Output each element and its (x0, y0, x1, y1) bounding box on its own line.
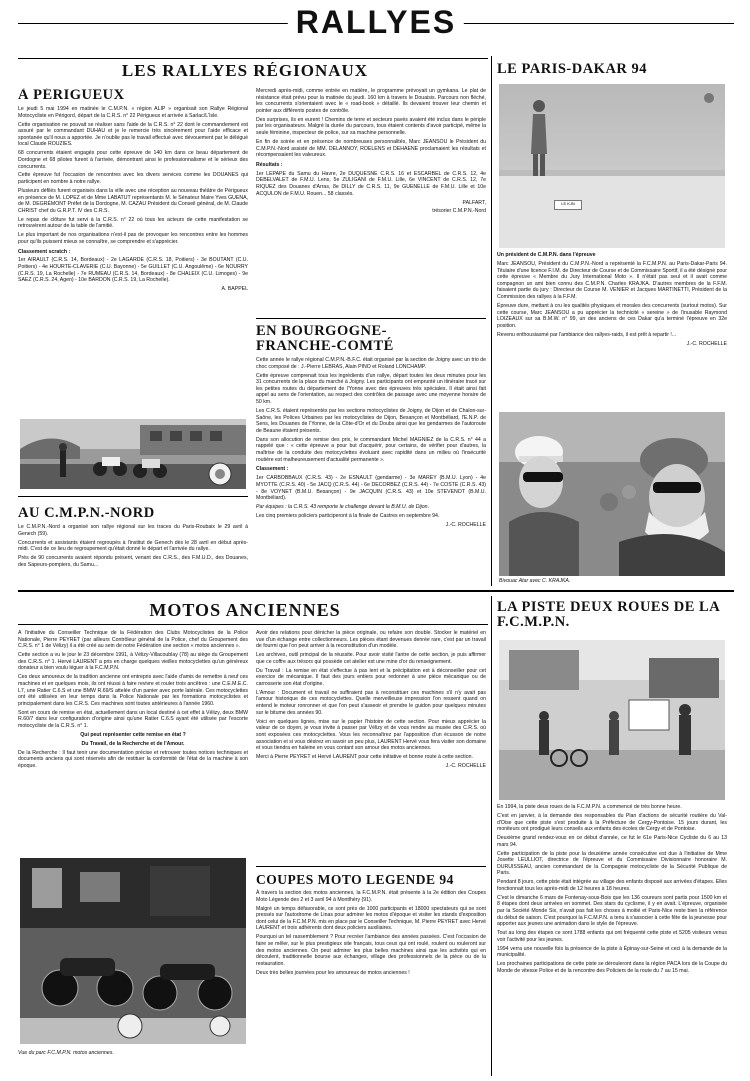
column-divider (491, 56, 492, 586)
paragraph: En fin de soirée et en présence de nombreuses personnalités, Marc JEANSOU le Président du C.M.P.N.-Nord assisté de MM. DELANNOY, ROELENS et DEHAENE proclamaient les résultats et récompensaient les valeureux. (256, 138, 486, 159)
paragraph: Sont en cours de remise en état, actuellement dans un local destiné à cet effet à Vélizy, deux BMW R.60/7 dans leur configuration d'origine ainsi qu'une Ratier C.6.S ayant été utilisée par l'escorte motocycliste de la C.R.S. n° 1. (18, 709, 248, 730)
paragraph: Cette épreuve comprenait tous les ingrédients d'un rallye, départ toutes les deux minutes pour les 31 concurrents de la place du marché à Joigny. Les participants ont emprunté un itinéraire tracé sur les petites routes du département de l'Yonne avec des épreuves très spéciales. Il était ainsi fait appel au sens de l'orientation, au respect des contrôles de passage avec une moyenne horaire de 50 km. (256, 372, 486, 406)
divider (256, 866, 486, 867)
article-perigueux (18, 88, 248, 388)
article-title-paris-dakar (497, 62, 734, 84)
divider (256, 318, 486, 319)
paragraph: Du Travail : La remise en état s'effectue à pas lent et la précipitation est à déconseiller pour cet exercice de mécanique. Il faut des jours entiers pour redonner à une pièce mécanique ou de carrosserie son état d'origine. (256, 667, 486, 687)
paragraph: C'est le dimanche 6 mars de Fontenay-sous-Bois que les 136 coureurs sont partis pour 1500 km et 8 étapes dont deux arrivées en sommet. Des stars du cyclisme, il y en avait. L'épreuve, organisée par la Société Monde Six, n'avait pas fait les choses à moitié et Paris-Nice reste bien la référence du début de saison. C'est pourquoi la F.C.M.P.N. a tenu à s'associer à cette fête de la jeunesse pour apporter aux jeunes une animation dans le style de l'épreuve. (497, 894, 727, 928)
photo-piste-deux-roues (499, 640, 725, 800)
paragraph: Cette section a vu le jour le 23 décembre 1991, à Vélizy-Villacoublay (78) au siège du Groupement des C.R.S. n° 1. Hervé LAURENT a pris en charge quelques vieilles motocyclettes qu'un généreux donateur a bien voulu léguer à la F.C.M.P.N. (18, 652, 248, 672)
paragraph: Épreuve dure, mettant à cru les qualités physiques et morales des concurrents (surtout motos). Sur cette course, Marc JEANSOU a pu apprécier la technicité « sereine » de l'inusable Raymond LOIZEAUX sur sa B.M.W. n° 99, un des anciens de ces Dakar qu'a terminé l'épreuve en 32e position. (497, 302, 727, 329)
article-paris-dakar (497, 252, 727, 410)
classement-label: Classement : (256, 466, 289, 473)
paragraph: Pourquoi un tel rassemblement ? Pour recréer l'ambiance des années passées. C'est l'occasion de faire se mêler, sur le plus prestigieux site français, tous ceux qui ont roulé, roulent ou rouleront sur des motos anciennes. On peut admirer les plus belles machines ainsi que les activités qui en découlent, traditionnelle bourse aux échanges, village des professionnels de la pièce ou de la restauration. (256, 934, 486, 967)
paragraph: Voici en quelques lignes, mise sur le papier l'histoire de cette section. Pour mieux apprécier la valeur de ce doyen, je vous invite à passer par Vélizy et de vous rendre au musée des C.R.S. où sont exposées ces motocyclettes. Vous les reconnaîtrez par l'apposition d'un écusson de notre association et si vous désirez en savoir un peu plus, LAURENT Hervé vous fera visiter son domaine et vous tiendra en haleine en vous contant son amour des motos anciennes. (256, 718, 486, 752)
article-title: LA PISTE DEUX ROUES DE LA F.C.M.P.N. (497, 600, 720, 630)
paragraph: Cette organisation ne pouvait se réaliser sans l'aide de la C.R.S. n° 22 dont le commandement est assuré par le commandant DUHAU et je le remercie très sincèrement pour l'aide efficace et spontanée qu'il nous a apportée. Je n'oublie pas le travail effectué avec dévouement par le délégué local Claude ROUZIES. (18, 121, 248, 148)
paragraph: Cette participation de la piste pour la deuxième année consécutive est due à l'initiative de Mme Josette LEULLIOT, directrice de l'épreuve et du Commissaire Divisionnaire honoraire M. DURUISSEAU, ancien commandant de la Compagnie motocycliste de la Sécurité Publique de Paris. (497, 850, 727, 877)
photo-caption: Bivouac Atar avec C. KRAJKA. (499, 578, 571, 584)
article-motos-anciennes-col2 (256, 630, 486, 862)
photo-caption: Vue du parc F.C.M.P.N. motos anciennes. (18, 1050, 114, 1056)
paragraph: Cette épreuve fut l'occasion de rencontres avec les divers services comme les DOUANES qui participent en nombre à notre rallye. (18, 172, 248, 186)
article-bourgogne (256, 324, 486, 586)
paragraph: Près de 90 concurrents avaient répondu présent, venant des C.R.S., des F.M.U.D., des Douanes, des Sapeurs-pompiers, du Samu... (18, 555, 248, 568)
photo-parc-motos-anciennes (20, 858, 246, 1044)
paragraph: Deux très belles journées pour les amoureux de motos anciennes ! (256, 969, 410, 976)
article-cmpn-nord-suite (256, 88, 486, 313)
question: Qui peut représenter cette remise en état ? (80, 731, 186, 738)
photo-rallye-perigueux (20, 419, 246, 489)
paragraph: Le plus important de nos organisations n'est-il pas de provoquer les rencontres entre les hommes pour qu'ils puissent mieux se connaître, se comprendre et s'apprécier. (18, 232, 248, 245)
article-coupes-moto-legende (256, 872, 486, 1072)
section-title-regionaux: LES RALLYES RÉGIONAUX (121, 62, 369, 80)
paragraph: 68 concurrents étaient engagés pour cette épreuve de 140 km dans ce beau département de Dordogne et 68 pilotes furent à l'arrivée, démontrant ainsi le professionnalisme et le sérieux des concurrents. (18, 150, 248, 170)
paragraph: C'est en janvier, à la demande des responsables du Plan d'actions de sécurité routière du Val-d'Oise que cette piste s'est produite à la Préfecture de Cergy-Pontoise. 15 jours durant, les moniteurs ont prodigué leurs conseils aux enfants des écoles de Cergy et de Pontoise. (497, 812, 727, 833)
paragraph: En 1994, la piste deux roues de la F.C.M.P.N. a commencé de très bonne heure. (497, 804, 682, 810)
paragraph: Avoir des relations pour dénicher la pièce originale, ou refaire son double. Stocker le matériel en vue d'un échange entre collectionneurs. Les pièces étant devenues denrée rare, c'est par un travail de fourmi que l'on peut arriver à la reconstitution d'un modèle. (256, 630, 486, 650)
question-answer: Du Travail, de la Recherche et de l'Amour. (81, 740, 185, 747)
paragraph: Le repas de clôture fut servi à la C.R.S. n° 22 où tous les acteurs de cette manifestation se retrouvèrent autour de la table de l'amitié. (18, 216, 248, 230)
paragraph: Tout au long des étapes ce sont 1788 enfants qui ont fréquenté cette piste et 5205 visiteurs venus voir l'activité pour les jeunes. (497, 930, 727, 943)
paragraph: Le C.M.P.N.-Nord a organisé son rallye régional sur les traces du Paris-Roubaix le 29 avril à Genech (59). (18, 524, 248, 537)
paragraph: Ces deux amoureux de la tradition ancienne ont entrepris avec l'aide d'amis de remettre à neuf ces machines et en quelques mois, ils ont réussi à faire revivre et rouler trois ancêtres : une C.E.M.E.C. L7, une Ratier C.6.S et une BMW R.69/S attelée d'un panier avec porte latérale. Ces motocyclettes ont été utilisées en leur temps dans la Police Nationale par les formations motocyclistes et principalement dans les C.R.S. Ces machines sont toutes antérieures à l'année 1960. (18, 674, 248, 707)
photo-bivouac-atar (499, 412, 725, 576)
paragraph: Merci à Pierre PEYRET et Hervé LAURENT pour cette initiative et bonne route à cette section. (256, 754, 473, 761)
article-title: EN BOURGOGNE-FRANCHE-COMTÉ (256, 324, 394, 354)
divider (18, 496, 248, 497)
paragraph: Les archives, outil principal de la réussite. Pour avoir visité l'antre de cette section, je puis affirmer que ce coffre aux trésors qui possède cet atelier est une mine d'or du renseignement. (256, 652, 486, 665)
paragraph: Les C.R.S. étaient représentés par les sections motocyclistes de Joigny, de Dijon et de Chalon-sur-Saône, les Polices Urbaines par les motocyclistes de Dijon, Besançon et Montbéliard, l'E.N.P. de Sens, les Douanes de l'Yonne, de la Côte-d'Or et du Doubs ainsi que les gendarmes de l'autoroute de Beaune étaient présents. (256, 407, 486, 434)
article-title-piste (497, 600, 727, 636)
article-title: LE PARIS-DAKAR 94 (497, 62, 648, 77)
paragraph: De la Recherche : Il faut tenir une documentation précise et retrouver toutes notices techniques et documents anciens qui sont réservés afin de restituer la conformité de l'état de la machine à son époque. (18, 749, 248, 769)
section-title-motos-anciennes: MOTOS ANCIENNES (149, 600, 341, 620)
paragraph: L'Amour : Document et travail ne suffiraient pas à reconstituer ces machines s'il n'y avait pas l'amour historique de ces motocyclettes. Quelle merveilleuse impression l'on ressent quand on entend le moteur ronronner et que l'on peut s'asseoir et prendre le guidon pour quelques minutes sur le bitume des années 90. (256, 689, 486, 716)
signature-name: PALFART, (462, 199, 486, 206)
signature: A. BAPPEL (221, 286, 248, 293)
banner-title: RALLYES (288, 2, 464, 42)
paragraph: Mercredi après-midi, comme entrée en matière, le programme prévoyait un gymkana. Le plat de résistance était prévu pour la matinée du jeudi. 160 km à travers le Douaisis. Parcours non fléché, les concurrents s'orientaient avec le « road-book » détaillé. Ils devaient trouver leur chemin et pointer aux différents postes de contrôle. (256, 88, 486, 114)
paragraph: Les prochaines participations de cette piste se dérouleront dans la région PACA lors de la Coupe du Monde de vitesse Police et de la rencontre des Policiers de la route du 7 au 15 mai. (497, 961, 727, 974)
paragraph: Dans son allocution de remise des prix, le commandant Michel MAGNIEZ de la C.R.S. n° 44 a rappelé que : « cette épreuve a pour but d'acquérir, pour certains, de vérifier pour d'autres, la maîtrise de la conduite des motocyclettes évoluant avec rapidité dans un milieu où l'insécurité routière est malheureusement d'actualité permanente ». (256, 436, 486, 463)
signature: J.-C. ROCHELLE (686, 340, 727, 347)
article-motos-anciennes-col1 (18, 630, 248, 860)
equipes: Par équipes : la C.R.S. 43 remporte le challenge devant la B.M.U. de Dijon. (256, 504, 430, 511)
article-title: COUPES MOTO LEGENDE 94 (256, 872, 454, 887)
photo-paris-dakar (499, 84, 725, 248)
divider (18, 624, 488, 625)
paragraph: Plusieurs défilés furent organisés dans la ville avec une réception au nouveau théâtre de Périgueux en présence de M. LOPEZ et de Mme LABATUT représentants M. le Sénateur Maire Yves GUENA, de M. DEGRÉMONT Préfet de la Dordogne, M. CAZAU Président du Conseil général, de M. Claude CHRIST chef du G.R.P.T. IV des C.R.S. (18, 187, 248, 214)
divider (18, 58, 488, 59)
paragraph: Concurrents et assistants étaient regroupés à l'institut de Genech dès le 28 avril en début après-midi. C'est de ce lieu de regroupement qu'était donné le départ et l'arrivée du rallye. (18, 539, 248, 553)
signature-role: trésorier C.M.P.N.-Nord (432, 208, 486, 215)
article-piste-deux-roues (497, 804, 727, 1076)
signature: J.-C. ROCHELLE (445, 762, 486, 769)
paragraph: Malgré un temps défavorable, ce sont près de 1000 participants et 18000 spectateurs qui se sont pressés sur l'autodrome de Linas pour admirer les motos d'époque et visiter les stands d'exposition dont celui de la F.C.M.P.N. mis en place par le Conseiller Technique, M. Pierre PEYRET avec Hervé LAURENT et trois adhérents dont deux policiers auxiliaires. (256, 905, 486, 932)
photo-plate: LE KJN (554, 200, 582, 210)
rallyes-banner (18, 2, 734, 42)
paragraph: Revenu enthousiasmé par l'ambiance des rallyes-raids, il est prêt à repartir !... (497, 331, 677, 338)
paragraph: 1994 verra une nouvelle fois la présence de la piste à Épinay-sur-Seine et ceci à la demande de la municipalité. (497, 945, 727, 959)
paragraph: Le jeudi 5 mai 1994 en matinée le C.M.P.N. « région ALIP » organisait son Rallye Régional Motocycliste en Périgord, départ de la C.R.S. n° 22 Périgueux et arrivée à Sarlac/L'Isle. (18, 106, 248, 119)
paragraph: À travers la section des motos anciennes, la F.C.M.P.N. était présente à la 2e édition des Coupes Moto Légende des 2 et 3 avril 94 à Montlhéry (91). (256, 890, 486, 903)
classement-label: Classement scratch : (18, 248, 71, 255)
paragraph: Deuxième grand rendez-vous en ce début d'année, ce fut le 61e Paris-Nice Cycliste du 6 au 13 mars 94. (497, 835, 727, 848)
paragraph: À l'initiative du Conseiller Technique de la Fédération des Clubs Motocyclistes de la Police Nationale, Pierre PEYRET (par ailleurs Contrôleur général de la Police, chef du Groupement des C.R.S. n° 1 de Vélizy) il a été créé au sein de notre Fédération une section « motos anciennes ». (18, 630, 248, 650)
paragraph: Les cinq premiers policiers participeront à la finale de Castres en septembre 94. (256, 512, 440, 519)
classement: 1er AIRAULT (C.R.S. 14, Bordeaux) - 2e LAGARDE (C.R.S. 18, Poitiers) - 3e BOUTANT (C.U. Poitiers) - 4e HOURTE-CLAVERIE (C.U. Bayonne) - 5e GUILLET (C.U. Angoulême) - 6e NOURRY (C.R.S. 19, La Rochelle) - 7e RUMEAU (C.R.S. 14, Bordeaux) - 8e CHALEIX (C.U. Limoges) - 9e SAEZ (C.R.S. 24, Agen) - 10e BARDON (C.R.S. 19, La Rochelle). (18, 257, 248, 284)
signature: J.-C. ROCHELLE (445, 521, 486, 528)
article-title: À PÉRIGUEUX (18, 88, 125, 103)
section-divider (18, 590, 734, 592)
paragraph: Marc JEANSOU, Président du C.M.P.N.-Nord a représenté la F.C.M.P.N. au Paris-Dakar-Paris 94. Titulaire d'une licence F.I.M. de Directeur de Course et de Commissaire Sportif, il a été désigné pour cette épreuve « Membre du Jury International Moto ». Il n'était pas seul et il avait comme compagnon un ami bien connu des C.M.P.N. Charles KRAJKA. D'autres membres de la F.F.M. faisaient partie du jury : Directeur de Course M. VENIER et Jacques MARTINETTI, Président de la Commission des rallyes à la F.F.M. (497, 260, 727, 301)
resultats: 1er LEPAPE du Samu du Havre, 2e DUQUESNE C.R.S. 16 et ESCARBEL de C.R.S. 12, 4e DEBELVALET de F.M.U. Lens, 5e ZULIGANI de F.M.U. Lille, 6e VINCENT de C.R.S. 12, 7e RIQUEZ des Douanes d'Arras, 8e DILLY de C.R.S. 11, 9e GUENELLE de F.M.U. Lille et 10e ACQULON de F.M.U. Rouen... 58 classés. (256, 170, 486, 197)
paragraph: Des surprises, ils en eurent ! Chemins de terre et secteurs pavés avaient été inclus dans le périple par les organisateurs. Malgré la durée du parcours, tous étaient contents d'avoir participé, même la seule féminine, inspecteur de police, sur sa machine personnelle. (256, 116, 486, 137)
article-title: AU C.M.P.N.-NORD (18, 506, 155, 521)
resultats-label: Résultats : (256, 161, 283, 168)
photo-caption: Un président de C.M.P.N. dans l'épreuve (497, 252, 596, 258)
paragraph: Pendant 8 jours, cette piste était intégrée au village des enfants disposé aux arrivées d'étapes. Elles fonctionnait tous les après-midi de 12 heures à 18 heures. (497, 879, 727, 892)
paragraph: Cette année le rallye régional C.M.P.N.-B.F.C. était organisé par la section de Joigny avec un trio de choc composé de : J.-Pierre LEBRAS, Alain PINO et Roland LONCHAMP. (256, 357, 486, 370)
article-cmpn-nord (18, 506, 248, 586)
column-divider (491, 596, 492, 1076)
classement: 1er CARBOBBAUX (C.R.S. 43) - 2e ESNAULT (gendarme) - 3e MAREY (B.M.U. Lyon) - 4e MYOTTE (C.R.S. 40) - 5e JACQ (C.R.S. 44) - 6e DECORBEZ (C.R.S. 44) - 7e COSTE (C.R.S. 43) - 8e VOYNET (B.M.U. Besançon) - 9e JACQUIN (C.R.S. 43) et 10e STEVENOT (B.M.U. Montbéliard). (256, 475, 486, 502)
